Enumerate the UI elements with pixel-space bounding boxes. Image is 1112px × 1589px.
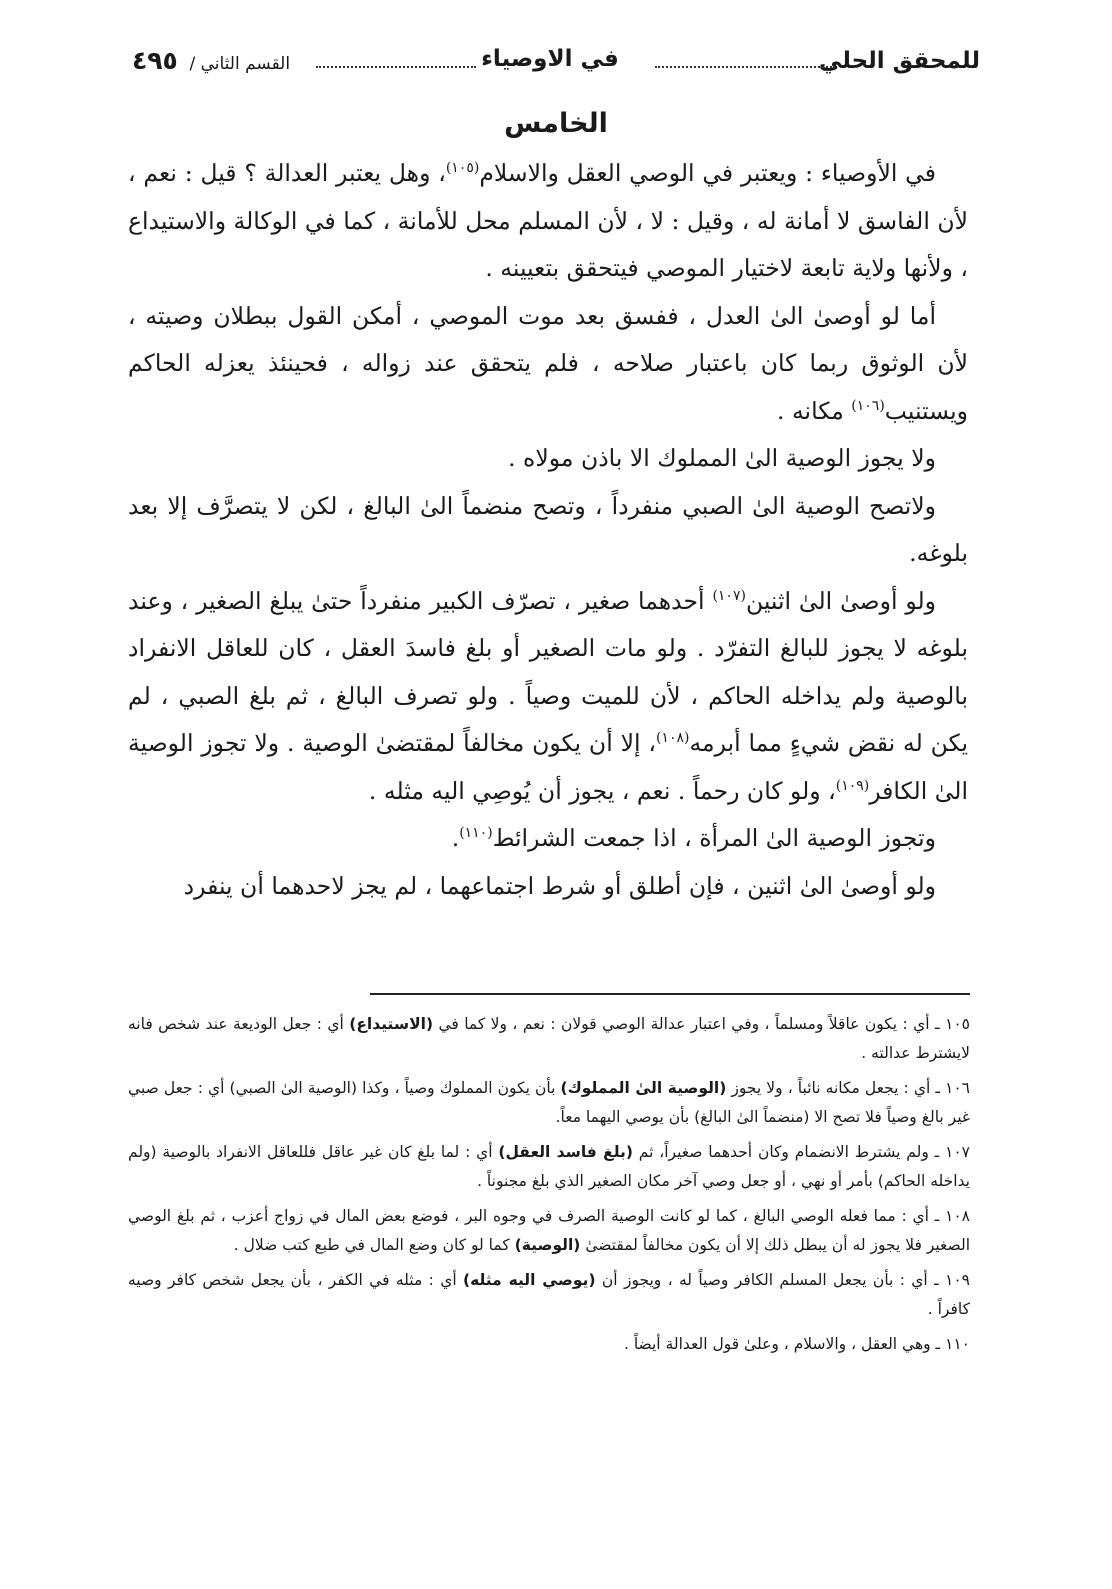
footnote-ref: (١١٠) xyxy=(459,825,493,842)
paragraph-text: مكانه . xyxy=(777,396,852,425)
footnote-ref: (١٠٧) xyxy=(712,587,746,604)
paragraph-text: ، إلا أن يكون مخالفاً لمقتضىٰ الوصية . ولا تجوز الوصية الىٰ الكافر xyxy=(128,729,968,805)
footnote xyxy=(128,1266,970,1324)
footnote-text: أي : يجعل مكانه نائباً ، ولا يجوز xyxy=(726,1079,931,1097)
paragraph-text: ولو أوصىٰ الىٰ اثنين xyxy=(745,586,936,615)
footnote-ref: (١٠٥) xyxy=(445,160,480,177)
paragraph xyxy=(128,815,968,863)
footnote-number: ١٠٨ ـ xyxy=(934,1207,971,1225)
footnote xyxy=(128,1138,970,1196)
header-dotted-leader xyxy=(316,66,476,68)
footnote xyxy=(128,1330,970,1359)
footnote-number: ١٠٧ ـ xyxy=(934,1143,971,1161)
paragraph-text: في الأوصياء : ويعتبر في الوصي العقل والاسلام xyxy=(479,159,936,187)
footnote-text: أي : بأن يجعل المسلم الكافر وصياً له ، ويجوز أن xyxy=(595,1271,928,1289)
paragraph-text: وتجوز الوصية الىٰ المرأة ، اذا جمعت الشرائط xyxy=(492,824,936,852)
footnote-ref: (١٠٩) xyxy=(835,777,870,794)
paragraph xyxy=(128,483,968,578)
footnote-separator xyxy=(370,993,970,995)
footnote-number: ١٠٥ ـ xyxy=(935,1015,970,1033)
footnote-text: أي : جعل الوديعة عند شخص فانه لايشترط عدالته . xyxy=(128,1015,970,1062)
footnote-term: (بلغ فاسد العقل) xyxy=(498,1143,633,1161)
paragraph xyxy=(128,578,968,816)
footnote xyxy=(128,1074,970,1132)
footnote-text: أي : مثله في الكفر ، بأن يجعل شخص كافر وصيه كافراً . xyxy=(128,1271,970,1318)
paragraph xyxy=(128,863,968,911)
footnote-text: وهي العقل ، والاسلام ، وعلىٰ قول العدالة أيضاً . xyxy=(623,1335,931,1353)
paragraph xyxy=(128,150,968,293)
footnote-term: (يوصي اليه مثله) xyxy=(463,1271,596,1289)
section-title: الخامس xyxy=(504,108,608,139)
footnote-text: أي : مما فعله الوصي البالغ ، كما لو كانت الوصية الصرف في وجوه البر ، فوضع بعض المال في زواج أعزب ، ثم بلغ الوصي الصغير فلا يجوز له أن يبطل ذلك إلا أن يكون مخالفاً لمقتضىٰ xyxy=(128,1207,970,1254)
paragraph-text: . xyxy=(451,824,460,852)
paragraph-text: ، ولو كان رحماً . نعم ، يجوز أن يُوصِي اليه مثله . xyxy=(368,776,836,805)
paragraph-text: أحدهما صغير ، تصرّف الكبير منفرداً حتىٰ يبلغ الصغير ، وعند بلوغه لا يجوز للبالغ التفرّد . ولو مات الصغير أو بلغ فاسدَ العقل ، كان للعاقل الانفراد بالوصية ولم يداخله الحاكم ، لأن للميت وصياً . ولو تصرف البالغ ، ثم بلغ الصبي ، لم يكن له نقض شيءٍ مما أبرمه xyxy=(128,586,968,757)
footnote xyxy=(128,1202,970,1260)
footnote-text: كما لو كان وضع المال في طبع كتب ضلال . xyxy=(233,1236,515,1254)
paragraph xyxy=(128,293,968,436)
footnote-text: بأن يكون المملوك وصياً ، وكذا (الوصية الىٰ الصبي) أي : جعل صبي غير بالغ وصياً فلا تصح الا (منضماً الىٰ البالغ) بأن يوصي اليهما معاً. xyxy=(128,1079,970,1126)
section-label: القسم الثاني / xyxy=(189,54,291,74)
footnote-number: ١١٠ ـ xyxy=(935,1335,970,1353)
footnote-text: أي : يكون عاقلاً ومسلماً ، وفي اعتبار عدالة الوصي قولان : نعم ، ولا كما في xyxy=(433,1015,930,1033)
footnote-ref: (١٠٦) xyxy=(851,397,885,414)
main-text xyxy=(128,150,968,910)
header-dotted-leader xyxy=(655,66,835,68)
paragraph-text: ولا يجوز الوصية الىٰ المملوك الا باذن مولاه . xyxy=(508,444,936,472)
page-number: ٤٩٥ xyxy=(132,46,178,75)
footnote-number: ١٠٩ ـ xyxy=(934,1271,971,1289)
footnote xyxy=(128,1010,970,1068)
running-header-section xyxy=(132,46,290,82)
paragraph-text: أما لو أوصىٰ الىٰ العدل ، ففسق بعد موت الموصي ، أمكن القول ببطلان وصيته ، لأن الوثوق ربما كان باعتبار صلاحه ، فلم يتحقق عند زواله ، فحينئذ يعزله الحاكم ويستنيب xyxy=(128,301,968,425)
footnote-text: ولم يشترط الانضمام وكان أحدهما صغيراً، ثم xyxy=(632,1143,929,1161)
paragraph-text: ولو أوصىٰ الىٰ اثنين ، فإن أطلق أو شرط اجتماعهما ، لم يجز لاحدهما أن ينفرد xyxy=(183,871,936,900)
footnote-term: (الاستيداع) xyxy=(349,1015,434,1033)
running-header-book-title: للمحقق الحلي xyxy=(818,48,980,74)
paragraph xyxy=(128,435,968,483)
paragraph-text: ولاتصح الوصية الىٰ الصبي منفرداً ، وتصح منضماً الىٰ البالغ ، لكن لا يتصرَّف إلا بعد بلوغه. xyxy=(128,491,968,567)
running-header-chapter: في الاوصياء xyxy=(481,46,619,72)
footnote-ref: (١٠٨) xyxy=(655,730,690,747)
footnote-term: (الوصية الىٰ المملوك) xyxy=(560,1079,727,1097)
footnotes xyxy=(128,1010,970,1365)
footnote-number: ١٠٦ ـ xyxy=(935,1079,970,1097)
footnote-term: (الوصية) xyxy=(514,1236,581,1254)
footnote-text: أي : لما بلغ كان غير عاقل فللعاقل الانفراد بالوصية (ولم يداخله الحاكم) بأمر أو نهي ، أو جعل وصي آخر مكان الصغير الذي بلغ مجنوناً . xyxy=(128,1143,970,1190)
paragraph-text: ، وهل يعتبر العدالة ؟ قيل : نعم ، لأن الفاسق لا أمانة له ، وقيل : لا ، لأن المسلم محل للأمانة ، كما في الوكالة والاستيداع ، ولأنها ولاية تابعة لاختيار الموصي فيتحقق بتعيينه . xyxy=(128,159,968,282)
